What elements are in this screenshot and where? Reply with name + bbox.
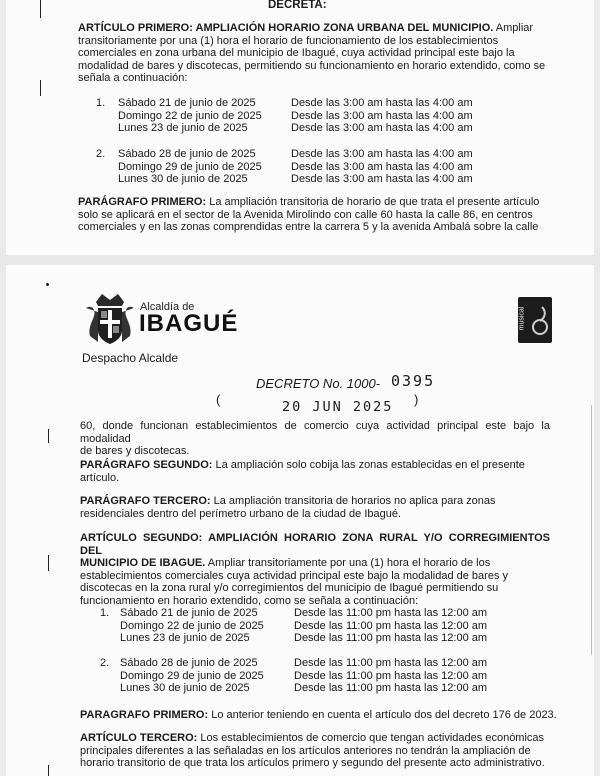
paragraph-first-rural: PARAGRAFO PRIMERO: Lo anterior teniendo en cuenta el artículo dos del decreto 176 de 2023. [80,709,557,721]
logo-subtitle: Alcaldía de [140,301,195,313]
decree-date: 20 JUN 2025 [282,399,394,415]
paren-close: ) [414,392,419,407]
speck [46,283,49,286]
schedule-group-1 [96,97,516,135]
margin-mark [40,80,41,96]
list-item: 1. Sábado 21 de junio de 2025 Desde las 11:00 pm hasta las 12:00 am [100,607,488,619]
paragraph-second-heading: PARÁGRAFO SEGUNDO: [80,459,213,471]
document-page-1 [6,0,594,255]
list-item: Lunes 23 de junio de 2025 Desde las 11:00 pm hasta las 12:00 am [120,632,488,645]
paren-open: ( [216,392,221,407]
scroll-edge [591,405,592,655]
paragraph-first-heading: PARÁGRAFO PRIMERO: [78,196,207,208]
paragraph-first: PARÁGRAFO PRIMERO: La ampliación transitoria de horario de que trata el presente artículo solo se aplicará en el sector de la Avenida Mirolindo con calle 60 hasta la calle 86, en centros comerciales y en las zonas comprendidas entre la carrera 5 y la avenida Ambalá sobre la calle [78,196,540,234]
article-third-heading: ARTÍCULO TERCERO: [80,732,198,744]
list-item: 2. Sábado 28 de junio de 2025 Desde las 3:00 am hasta las 4:00 am [96,148,473,160]
decreta-heading: DECRETA: [268,0,327,11]
paragraph-first-rural-heading: PARAGRAFO PRIMERO: [80,709,209,721]
list-item: Domingo 22 de junio de 2025 Desde las 3:00 am hasta las 4:00 am [118,109,473,122]
margin-mark [48,765,49,776]
paragraph-third-heading: PARÁGRAFO TERCERO: [80,495,211,507]
paragraph-second: PARÁGRAFO SEGUNDO: La ampliación solo cobija las zonas establecidas en el presente artículo. [80,459,525,484]
logo-title: IBAGUÉ [139,310,239,337]
list-item: Lunes 30 de junio de 2025 Desde las 3:00 am hasta las 4:00 am [118,173,473,186]
paragraph-third: PARÁGRAFO TERCERO: La ampliación transitoria de horarios no aplica para zonas residenciales dentro del perímetro urbano de la ciudad de Ibagué. [80,495,496,520]
list-item: Lunes 30 de junio de 2025 Desde las 11:00 pm hasta las 12:00 am [120,682,488,695]
list-item: Domingo 22 de junio de 2025 Desde las 11:00 pm hasta las 12:00 am [120,619,488,632]
music-seal-icon: musical [518,297,552,343]
article-first-heading: ARTÍCULO PRIMERO: AMPLIACIÓN HORARIO ZONA URBANA DEL MUNICIPIO. [78,22,494,34]
schedule-group-2 [96,148,516,186]
document-page-2 [6,265,594,776]
list-item: Lunes 23 de junio de 2025 Desde las 3:00 am hasta las 4:00 am [118,122,473,135]
office-label: Despacho Alcalde [82,351,179,365]
margin-mark [40,0,41,18]
decree-label: DECRETO No. 1000- [256,376,381,391]
margin-mark [48,555,49,571]
article-first: ARTÍCULO PRIMERO: AMPLIACIÓN HORARIO ZONA URBANA DEL MUNICIPIO. Ampliar transitoriamente por una (1) hora el horario de funcionamiento de los establecimientos comerciales en zona urbana del municipio de Ibagué, cuya actividad principal este bajo la modalidad de bares y discotecas, permitiendo su funcionamiento en horario extendido, como se señala a continuación: [78,22,546,85]
list-item: Domingo 29 de junio de 2025 Desde las 11:00 pm hasta las 12:00 am [120,669,488,682]
coat-of-arms-icon [82,292,138,346]
article-second: ARTÍCULO SEGUNDO: AMPLIACIÓN HORARIO ZONA RURAL Y/O CORREGIMIENTOS DEL MUNICIPIO DE IBAGUE. Ampliar transitoriamente por una (1) hora el horario de los establecimientos comerciales cuya actividad principal este bajo la modalidad de bares y discotecas en la zona rural y/o corregimientos del municipio de Ibagué permitiendo su funcionamiento en horario extendido, como se señala a continuación: [80,532,550,607]
margin-mark [48,429,49,443]
list-item: 1. Sábado 21 de junio de 2025 Desde las 3:00 am hasta las 4:00 am [96,97,473,109]
list-item: 2. Sábado 28 de junio de 2025 Desde las 11:00 pm hasta las 12:00 am [100,657,488,669]
schedule-group-rural-2 [100,657,520,695]
list-item: Domingo 29 de junio de 2025 Desde las 3:00 am hasta las 4:00 am [118,160,473,173]
article-second-heading: ARTÍCULO SEGUNDO: AMPLIACIÓN HORARIO ZONA RURAL Y/O CORREGIMIENTOS DEL [80,532,550,557]
decree-number: 0395 [391,372,436,390]
article-third: ARTÍCULO TERCERO: Los establecimientos de comercio que tengan actividades económicas principales diferentes a las señaladas en los artículos anteriores no tendrán la ampliación de horario transitorio de que trata los artículos primero y segundo del presente acto administrativo. [80,732,545,770]
continuation-text: 60, donde funcionan establecimientos de comercio cuya actividad principal este bajo la modalidad de bares y discotecas. [80,420,550,458]
schedule-group-rural-1 [100,607,520,645]
